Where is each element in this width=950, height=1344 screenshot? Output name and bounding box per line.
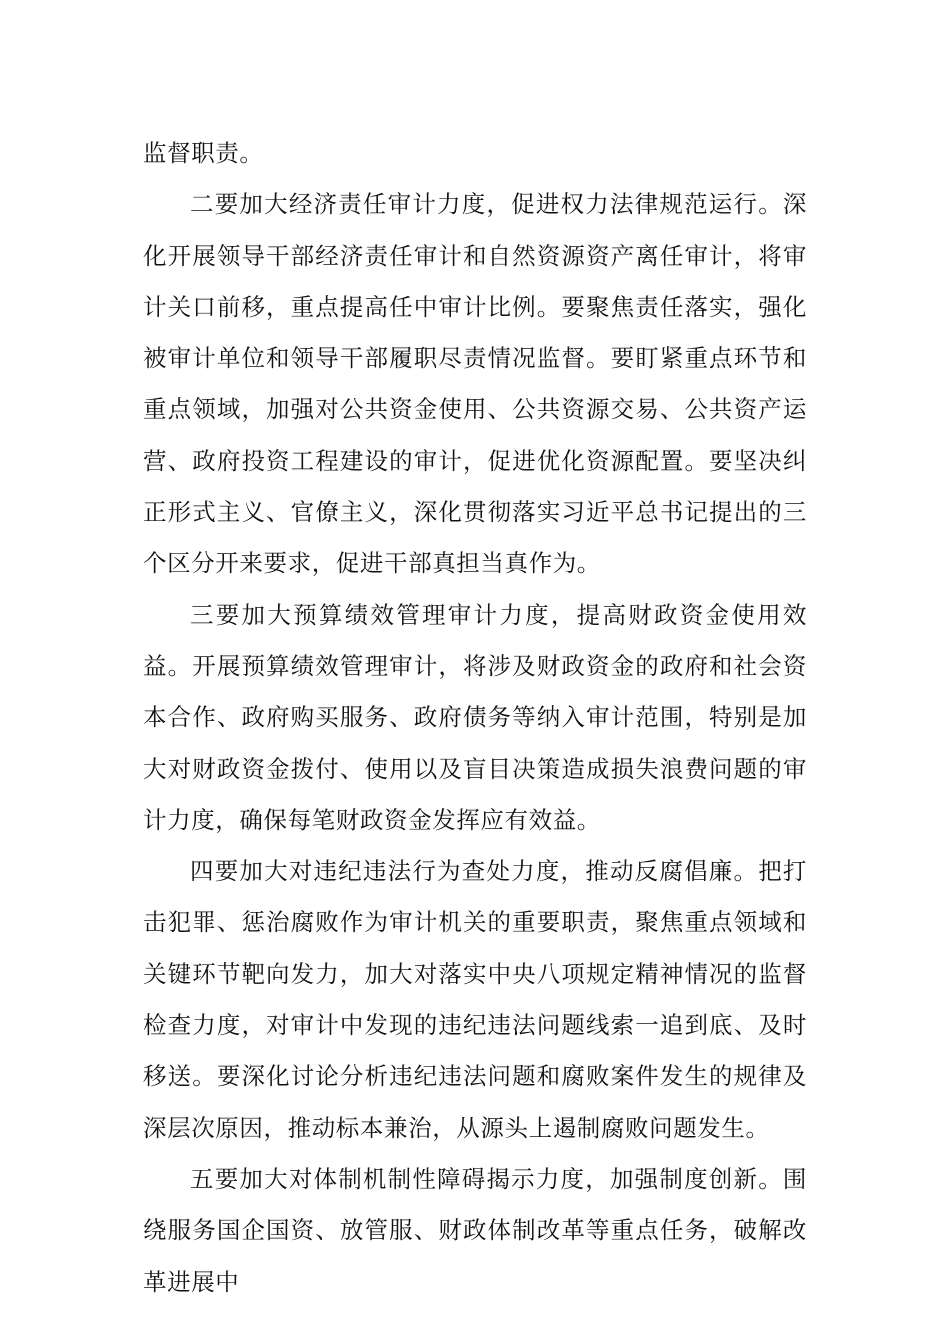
paragraph-institutional-obstacles: 五要加大对体制机制性障碍揭示力度，加强制度创新。围绕服务国企国资、放管服、财政体制改革等重点任务，破解改革进展中	[143, 1164, 807, 1296]
paragraph-continuation: 监督职责。	[143, 139, 264, 167]
document-body	[143, 128, 807, 1308]
paragraph-economic-responsibility-audit: 二要加大经济责任审计力度，促进权力法律规范运行。深化开展领导干部经济责任审计和自然资源资产离任审计，将审计关口前移，重点提高任中审计比例。要聚焦责任落实，强化被审计单位和领导干部履职尽责情况监督。要盯紧重点环节和重点领域，加强对公共资金使用、公共资源交易、公共资产运营、政府投资工程建设的审计，促进优化资源配置。要坚决纠正形式主义、官僚主义，深化贯彻落实习近平总书记提出的三个区分开来要求，促进干部真担当真作为。	[143, 190, 807, 578]
paragraph-anti-corruption: 四要加大对违纪违法行为查处力度，推动反腐倡廉。把打击犯罪、惩治腐败作为审计机关的重要职责，聚焦重点领域和关键环节靶向发力，加大对落实中央八项规定精神情况的监督检查力度，对审计中发现的违纪违法问题线索一追到底、及时移送。要深化讨论分析违纪违法问题和腐败案件发生的规律及深层次原因，推动标本兼治，从源头上遏制腐败问题发生。	[143, 857, 807, 1142]
paragraph-budget-performance-audit: 三要加大预算绩效管理审计力度，提高财政资金使用效益。开展预算绩效管理审计，将涉及财政资金的政府和社会资本合作、政府购买服务、政府债务等纳入审计范围，特别是加大对财政资金拨付、使用以及盲目决策造成损失浪费问题的审计力度，确保每笔财政资金发挥应有效益。	[143, 600, 807, 834]
